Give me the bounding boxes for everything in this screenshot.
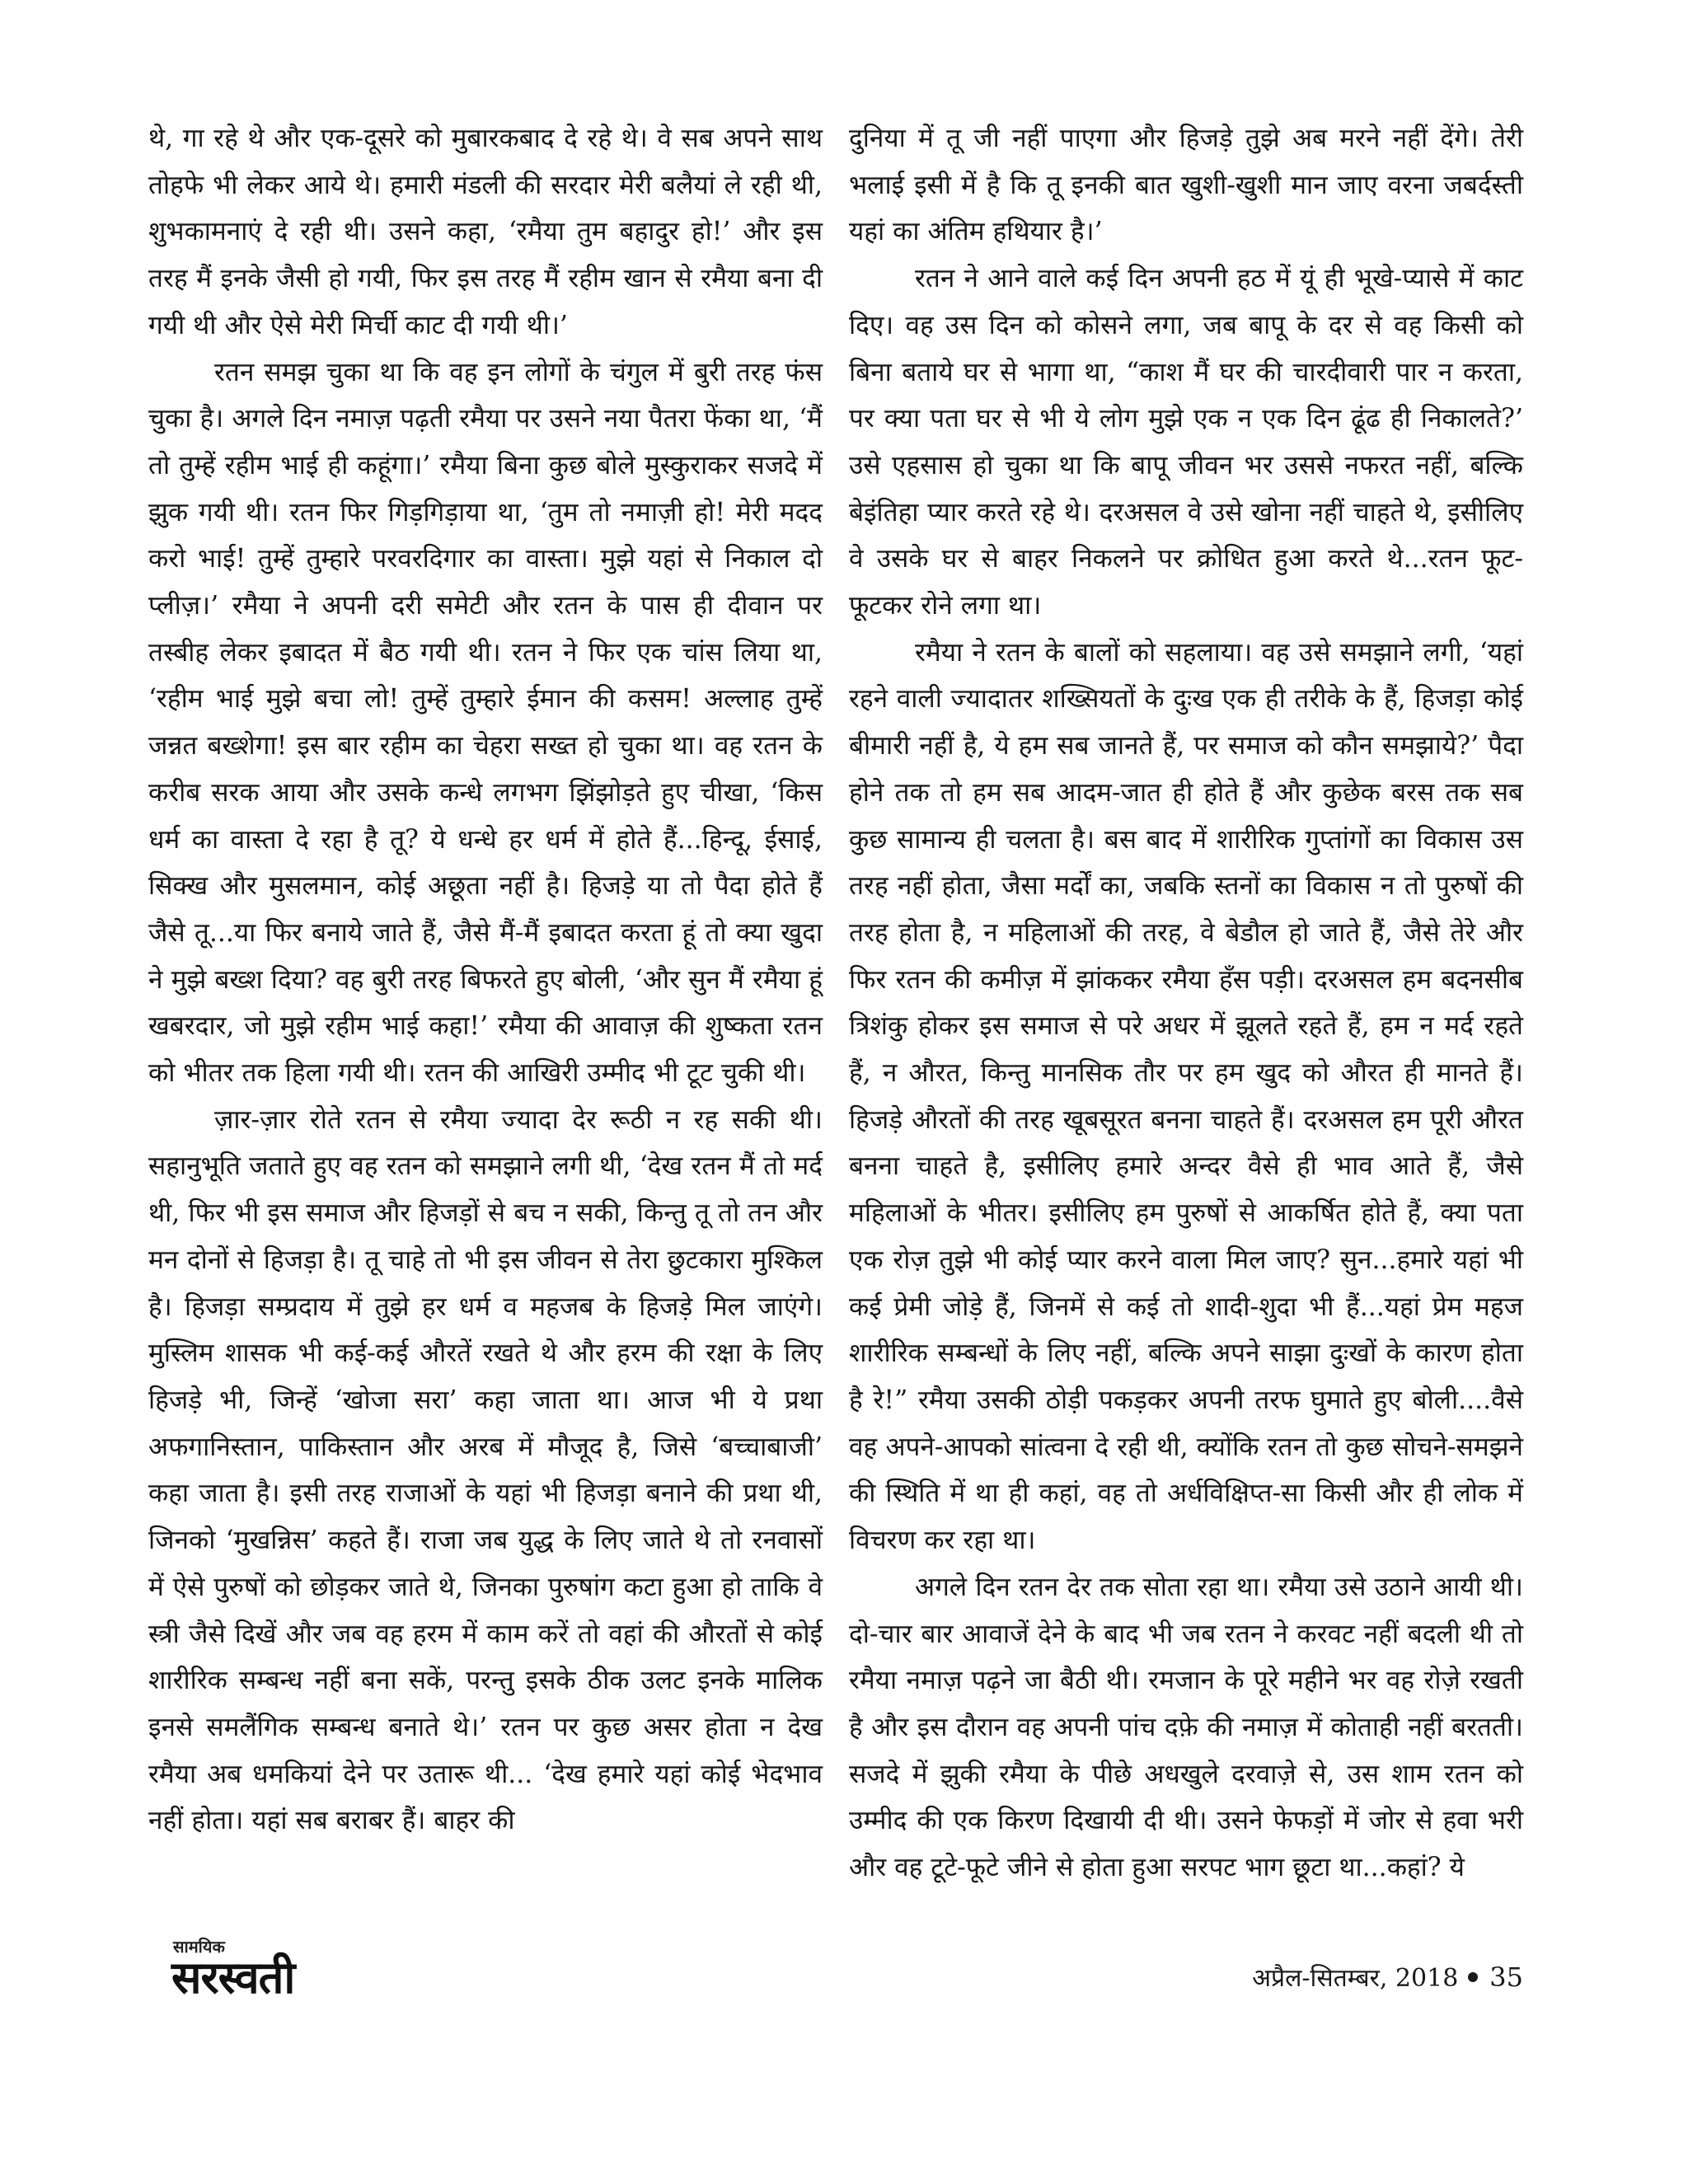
paragraph: रमैया ने रतन के बालों को सहलाया। वह उसे समझाने लगी, ‘यहां रहने वाली ज्यादातर शख्सियतों के दुःख एक ही तरीके के हैं, हिजड़ा कोई बीमारी नहीं है, ये हम सब जानते हैं, पर समाज को कौन समझाये?’ पैदा होने तक तो हम सब आदम-जात ही होते हैं और कुछेक बरस तक सब कुछ सामान्य ही चलता है। बस बाद में शारीरिक गुप्तांगों का विकास उस तरह नहीं होता, जैसा मर्दों का, जबकि स्तनों का विकास न तो पुरुषों की तरह होता है, न महिलाओं की तरह, वे बेडौल हो जाते हैं, जैसे तेरे और फिर रतन की कमीज़ में झांककर रमैया हँस पड़ी। दरअसल हम बदनसीब त्रिशंकु होकर इस समाज से परे अधर में झूलते रहते हैं, हम न मर्द रहते हैं, न औरत, किन्तु मानसिक तौर पर हम खुद को औरत ही मानते हैं। हिजड़े औरतों की तरह खूबसूरत बनना चाहते हैं। दरअसल हम पूरी औरत बनना चाहते है, इसीलिए हमारे अन्दर वैसे ही भाव आते हैं, जैसे महिलाओं के भीतर। इसीलिए हम पुरुषों से आकर्षित होते हैं, क्या पता एक रोज़ तुझे भी कोई प्यार करने वाला मिल जाए? सुन...हमारे यहां भी कई प्रेमी जोड़े हैं, जिनमें से कई तो शादी-शुदा भी हैं...यहां प्रेम महज शारीरिक सम्बन्धों के लिए नहीं, बल्कि अपने साझा दुःखों के कारण होता है रे!” रमैया उसकी ठोड़ी पकड़कर अपनी तरफ घुमाते हुए बोली....वैसे वह अपने-आपको सांत्वना दे रही थी, क्योंकि रतन तो कुछ सोचने-समझने की स्थिति में था ही कहां, वह तो अर्धविक्षिप्त-सा किसी और ही लोक में विचरण कर रहा था।: [849, 637, 1523, 1556]
paragraph: अगले दिन रतन देर तक सोता रहा था। रमैया उसे उठाने आयी थी। दो-चार बार आवाजें देने के बाद भी जब रतन ने करवट नहीं बदली थी तो रमैया नमाज़ पढ़ने जा बैठी थी। रमजान के पूरे महीने भर वह रोज़े रखती है और इस दौरान वह अपनी पांच दफ़े की नमाज़ में कोताही नहीं बरतती। सजदे में झुकी रमैया के पीछे अधखुले दरवाज़े से, उस शाम रतन को उम्मीद की एक किरण दिखायी दी थी। उसने फेफड़ों में जोर से हवा भरी और वह टूटे-फूटे जीने से होता हुआ सरपट भाग छूटा था...कहां? ये: [849, 1572, 1523, 1883]
paragraph: रतन ने आने वाले कई दिन अपनी हठ में यूं ही भूखे-प्यासे में काट दिए। वह उस दिन को कोसने लगा, जब बापू के दर से वह किसी को बिना बताये घर से भागा था, “काश मैं घर की चारदीवारी पार न करता, पर क्या पता घर से भी ये लोग मुझे एक न एक दिन ढूंढ ही निकालते?’ उसे एहसास हो चुका था कि बापू जीवन भर उससे नफरत नहीं, बल्कि बेइंतिहा प्यार करते रहे थे। दरअसल वे उसे खोना नहीं चाहते थे, इसीलिए वे उसके घर से बाहर निकलने पर क्रोधित हुआ करते थे...रतन फूट-फूटकर रोने लगा था।: [849, 264, 1523, 621]
left-text-column: [148, 115, 823, 1844]
magazine-logo: [171, 1937, 295, 2004]
bullet-icon: [1468, 1972, 1478, 1982]
page-footer: [1252, 1960, 1523, 1994]
paragraph: रतन समझ चुका था कि वह इन लोगों के चंगुल में बुरी तरह फंस चुका है। अगले दिन नमाज़ पढ़ती रमैया पर उसने नया पैतरा फेंका था, ‘मैं तो तुम्हें रहीम भाई ही कहूंगा।’ रमैया बिना कुछ बोले मुस्कुराकर सजदे में झुक गयी थी। रतन फिर गिड़गिड़ाया था, ‘तुम तो नमाज़ी हो! मेरी मदद करो भाई! तुम्हें तुम्हारे परवरदिगार का वास्ता। मुझे यहां से निकाल दो प्लीज़।’ रमैया ने अपनी दरी समेटी और रतन के पास ही दीवान पर तस्बीह लेकर इबादत में बैठ गयी थी। रतन ने फिर एक चांस लिया था, ‘रहीम भाई मुझे बचा लो! तुम्हें तुम्हारे ईमान की कसम! अल्लाह तुम्हें जन्नत बख्शेगा! इस बार रहीम का चेहरा सख्त हो चुका था। वह रतन के करीब सरक आया और उसके कन्धे लगभग झिंझोड़ते हुए चीखा, ‘किस धर्म का वास्ता दे रहा है तू? ये धन्धे हर धर्म में होते हैं...हिन्दू, ईसाई, सिक्ख और मुसलमान, कोई अछूता नहीं है। हिजड़े या तो पैदा होते हैं जैसे तू...या फिर बनाये जाते हैं, जैसे मैं-मैं इबादत करता हूं तो क्या खुदा ने मुझे बख्श दिया? वह बुरी तरह बिफरते हुए बोली, ‘और सुन मैं रमैया हूं खबरदार, जो मुझे रहीम भाई कहा!’ रमैया की आवाज़ की शुष्कता रतन को भीतर तक हिला गयी थी। रतन की आखिरी उम्मीद भी टूट चुकी थी।: [148, 357, 823, 1089]
magazine-logo-tagline: सामयिक: [173, 1937, 225, 1957]
issue-date: अप्रैल-सितम्बर, 2018: [1252, 1964, 1459, 1993]
paragraph: दुनिया में तू जी नहीं पाएगा और हिजड़े तुझे अब मरने नहीं देंगे। तेरी भलाई इसी में है कि तू इनकी बात खुशी-खुशी मान जाए वरना जबर्दस्ती यहां का अंतिम हथियार है।’: [849, 124, 1523, 247]
paragraph: ज़ार-ज़ार रोते रतन से रमैया ज्यादा देर रूठी न रह सकी थी। सहानुभूति जताते हुए वह रतन को समझाने लगी थी, ‘देख रतन मैं तो मर्द थी, फिर भी इस समाज और हिजड़ों से बच न सकी, किन्तु तू तो तन और मन दोनों से हिजड़ा है। तू चाहे तो भी इस जीवन से तेरा छुटकारा मुश्किल है। हिजड़ा सम्प्रदाय में तुझे हर धर्म व महजब के हिजड़े मिल जाएंगे। मुस्लिम शासक भी कई-कई औरतें रखते थे और हरम की रक्षा के लिए हिजड़े भी, जिन्हें ‘खोजा सरा’ कहा जाता था। आज भी ये प्रथा अफगानिस्तान, पाकिस्तान और अरब में मौजूद है, जिसे ‘बच्चाबाजी’ कहा जाता है। इसी तरह राजाओं के यहां भी हिजड़ा बनाने की प्रथा थी, जिनको ‘मुखन्निस’ कहते हैं। राजा जब युद्ध के लिए जाते थे तो रनवासों में ऐसे पुरुषों को छोड़कर जाते थे, जिनका पुरुषांग कटा हुआ हो ताकि वे स्त्री जैसे दिखें और जब वह हरम में काम करें तो वहां की औरतों से कोई शारीरिक सम्बन्ध नहीं बना सकें, परन्तु इसके ठीक उलट इनके मालिक इनसे समलैंगिक सम्बन्ध बनाते थे।’ रतन पर कुछ असर होता न देख रमैया अब धमकियां देने पर उतारू थी... ‘देख हमारे यहां कोई भेदभाव नहीं होता। यहां सब बराबर हैं। बाहर की: [148, 1104, 823, 1836]
right-text-column: [849, 115, 1523, 1891]
paragraph: थे, गा रहे थे और एक-दूसरे को मुबारकबाद दे रहे थे। वे सब अपने साथ तोहफे भी लेकर आये थे। हमारी मंडली की सरदार मेरी बलैयां ले रही थी, शुभकामनाएं दे रही थी। उसने कहा, ‘रमैया तुम बहादुर हो!’ और इस तरह मैं इनके जैसी हो गयी, फिर इस तरह मैं रहीम खान से रमैया बना दी गयी थी और ऐसे मेरी मिर्ची काट दी गयी थी।’: [148, 124, 823, 340]
page-number: 35: [1489, 1961, 1523, 1993]
magazine-logo-name: सरस्वती: [171, 1952, 295, 2004]
